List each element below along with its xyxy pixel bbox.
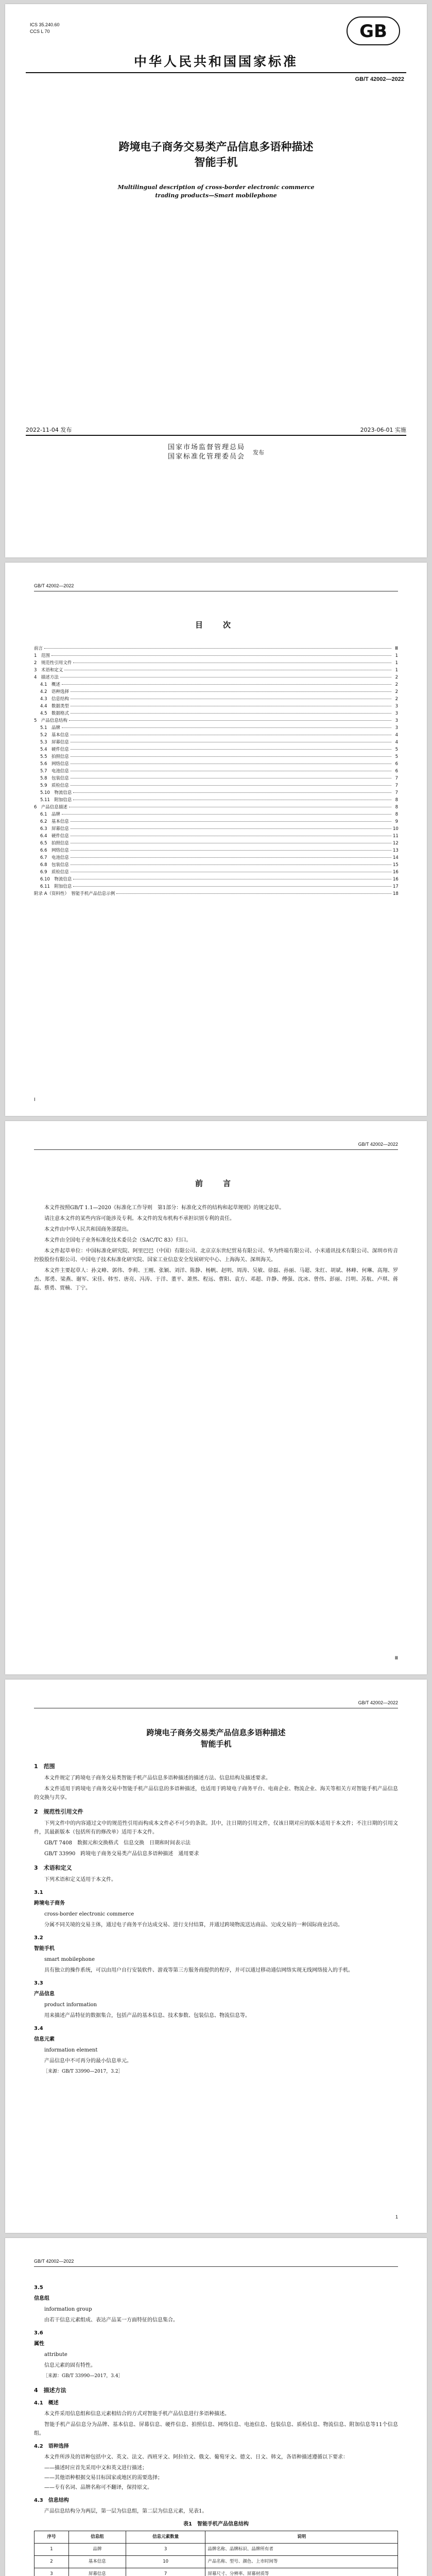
paragraph: 产品信息结构分为两层，第一层为信息组，第二层为信息元素，见表1。: [44, 2509, 208, 2514]
paragraph: 下列文件中的内容通过文中的规范性引用而构成本文件必不可少的条款。其中，注日期的引用文件，仅该日期对应的版本适用于本文件；不注日期的引用文件，其最新版本（包括所有的修改单）适用于本文件。: [34, 1821, 398, 1835]
paragraph: 本文件采用信息组和信息元素相结合的方式对智能手机产品信息进行多语种描述。: [44, 2411, 230, 2417]
toc-entry-page: 11: [393, 834, 399, 839]
toc-entry-page: 6: [395, 761, 398, 767]
section-2-heading: 2 规范性引用文件: [34, 1808, 83, 1815]
paragraph: 本文件适用于跨境电子商务交易中智能手机产品信息的多语种描述，也适用于跨境电子商务平台、电商企业、物流企业、海关等相关方对智能手机产品信息的交换与共享。: [34, 1786, 398, 1801]
term-zh: 跨境电子商务: [34, 1901, 65, 1906]
toc-entry-page: Ⅲ: [395, 646, 398, 651]
term-definition: 由若干信息元素组成、表达产品某一方面特征的信息集合。: [44, 2317, 178, 2323]
toc-entry: [34, 847, 398, 854]
toc-list: [34, 645, 398, 897]
toc-entry-text: 6.6 网络信息: [40, 848, 70, 853]
toc-entry-page: 1: [395, 668, 398, 673]
toc-entry-text: 5.3 屏幕信息: [40, 740, 70, 745]
page-folio: Ⅰ: [34, 1097, 36, 1102]
toc-entry: [34, 645, 398, 652]
table-header-cell: 说明: [205, 2531, 398, 2544]
toc-entry: [34, 796, 398, 804]
toc-entry-page: 2: [395, 675, 398, 680]
toc-entry: [34, 768, 398, 775]
section-1-text: [34, 1774, 398, 1802]
paragraph: 本文件起草单位：中国标准化研究院、阿里巴巴（中国）有限公司、北京京东世纪贸易有限公司、华为终端有限公司、小米通讯技术有限公司、深圳市传音控股股份有限公司、中国电子技术标准化研究院、国家工业信息安全发展研究中心、上海海关、深圳海关。: [34, 1248, 398, 1263]
english-title-line-2: trading products—Smart mobilephone: [155, 192, 277, 199]
toc-entry-page: 17: [393, 884, 399, 889]
toc-entry-page: 2: [395, 697, 398, 702]
toc-entry-page: 10: [393, 826, 399, 832]
table-cell: 屏幕信息: [69, 2568, 126, 2576]
term-zh: 智能手机: [34, 1946, 55, 1952]
paragraph: 本文件规定了跨境电子商务交易类智能手机产品信息多语种描述的描述方法、信息结构及描述要求。: [44, 1775, 271, 1781]
toc-entry-text: 1 范围: [34, 653, 50, 658]
table-cell: 品牌名称、品牌标识、品牌所有者: [205, 2544, 398, 2556]
term-name: [34, 1990, 398, 1998]
term-name: [34, 1899, 398, 1908]
table-cell: 2: [34, 2556, 69, 2568]
toc-leader-dots: [71, 713, 391, 714]
toc-entry-text: 4.4 数据类型: [40, 704, 70, 709]
toc-leader-dots: [71, 850, 391, 851]
toc-entry-page: 3: [395, 725, 398, 731]
toc-leader-dots: [44, 648, 391, 649]
term-name: [34, 1944, 398, 1953]
issuer-1: 国家市场监督管理总局: [167, 444, 245, 451]
toc-entry: [34, 703, 398, 710]
toc-entry: [34, 753, 398, 760]
toc-entry: [34, 775, 398, 782]
toc-entry-text: 5.5 拍照信息: [40, 754, 70, 759]
toc-entry-text: 6.8 包装信息: [40, 862, 70, 868]
table-1: [34, 2531, 398, 2576]
toc-entry: [34, 833, 398, 840]
toc-leader-dots: [62, 684, 391, 685]
paragraph: 本文件按照GB/T 1.1—2020《标准化工作导则 第1部分：标准化文件的结构和起草规则》的规定起草。: [44, 1205, 285, 1211]
toc-entry-text: 前言: [34, 646, 43, 651]
term-zh: 产品信息: [34, 1991, 55, 1997]
header-rule: [34, 1149, 398, 1150]
cover-page: [5, 4, 427, 557]
toc-entry-page: 1: [395, 653, 398, 658]
toc-entry: [34, 732, 398, 739]
section-3-intro: 下列术语和定义适用于本文件。: [44, 1877, 116, 1883]
toc-entry: [34, 667, 398, 674]
table-cell: 10: [126, 2556, 205, 2568]
section-4-2-text: [34, 2453, 398, 2462]
paragraph: 请注意本文件的某些内容可能涉及专利。本文件的发布机构不承担识别专利的责任。: [44, 1216, 235, 1222]
toc-page: [5, 563, 427, 1116]
toc-entry-page: 4: [395, 733, 398, 738]
issued-label: 发布: [253, 449, 265, 456]
toc-entry: [34, 869, 398, 876]
table-cell: 7: [126, 2568, 205, 2576]
toc-leader-dots: [116, 893, 391, 894]
toc-entry-page: 8: [395, 805, 398, 810]
toc-entry: [34, 876, 398, 883]
toc-entry: [34, 804, 398, 811]
toc-entry: [34, 818, 398, 825]
term-definition: 用来描述产品特征的数据集合，包括产品的基本信息、技术参数、包装信息、物流信息等。: [44, 2013, 250, 2019]
toc-entry-page: 7: [395, 776, 398, 781]
term-entry: [34, 2329, 398, 2370]
document-title: [36, 139, 396, 170]
toc-entry: [34, 760, 398, 768]
toc-entry: [34, 890, 398, 897]
toc-leader-dots: [71, 821, 391, 822]
toc-entry: [34, 652, 398, 659]
toc-leader-dots: [73, 886, 391, 887]
section-4-heading: 4 描述方法: [34, 2387, 66, 2394]
toc-leader-dots: [71, 857, 391, 858]
toc-entry-text: 6.9 质检信息: [40, 870, 70, 875]
toc-entry-text: 5.9 质检信息: [40, 783, 70, 788]
cover-top-rule: [26, 72, 406, 73]
paragraph: 本文件所涉及的语种包括中文、英文、法文、西班牙文、阿拉伯文、俄文、葡萄牙文、德文、日文、韩文，各语种描述遵循以下要求：: [44, 2454, 348, 2460]
term-en: information group: [44, 2307, 92, 2312]
term-number: 3.1: [34, 1890, 43, 1895]
running-header: GB/T 42002—2022: [358, 1142, 398, 1147]
term-number: 3.6: [34, 2330, 43, 2336]
body-title-line-1: 跨境电子商务交易类产品信息多语种描述: [146, 1728, 286, 1737]
term-en: smart mobilephone: [44, 1957, 95, 1962]
toc-entry-page: 13: [393, 848, 399, 853]
toc-entry-text: 3 术语和定义: [34, 668, 63, 673]
list-item: ——其他语种根据交易目标国家或地区的需要选择；: [44, 2475, 163, 2481]
publish-date: 2022-11-04 发布: [26, 427, 72, 433]
toc-entry-page: 16: [393, 877, 399, 882]
term-entry: [34, 2283, 398, 2325]
foreword-title: 前 言: [195, 1179, 237, 1188]
list-item: ——描述时应首先采用中文和英文进行描述；: [44, 2465, 147, 2471]
section-3-heading: 3 术语和定义: [34, 1865, 72, 1871]
table-header-cell: 序号: [34, 2531, 69, 2544]
english-title: [36, 183, 396, 200]
toc-entry: [34, 674, 398, 681]
terms-list: [34, 2283, 398, 2370]
paragraph: GB/T 7408 数据元和交换格式 信息交换 日期和时间表示法: [44, 1840, 191, 1846]
table-row: [34, 2556, 398, 2568]
toc-leader-dots: [73, 792, 391, 793]
toc-entry-text: 6.3 屏幕信息: [40, 826, 70, 832]
toc-entry-text: 6.11 附加信息: [40, 884, 72, 889]
toc-entry: [34, 710, 398, 717]
section-2-text: [34, 1819, 398, 1858]
term-entry: [34, 1888, 398, 1929]
term-name: [34, 2340, 398, 2348]
term-number: 3.2: [34, 1935, 43, 1941]
toc-entry: [34, 811, 398, 818]
toc-entry: [34, 724, 398, 732]
standard-code: GB/T 42002—2022: [355, 76, 404, 82]
toc-entry-text: 6.1 品牌: [40, 812, 61, 817]
toc-leader-dots: [71, 691, 391, 692]
toc-entry-text: 5.2 基本信息: [40, 733, 70, 738]
toc-entry-text: 5.7 电池信息: [40, 769, 70, 774]
toc-entry: [34, 883, 398, 890]
term-definition: 分属不同关境的交易主体，通过电子商务平台达成交易、进行支付结算，并通过跨境物流送达商品、完成交易的一种国际商业活动。: [44, 1922, 343, 1928]
toc-entry-text: 4.1 概述: [40, 682, 61, 687]
toc-entry: [34, 688, 398, 696]
section-4-2-heading: 4.2 语种选择: [34, 2444, 69, 2449]
toc-entry: [34, 746, 398, 753]
toc-entry-page: 8: [395, 798, 398, 803]
table-cell: 3: [126, 2544, 205, 2556]
cover-bottom-rule: [26, 435, 406, 436]
toc-entry-page: 16: [393, 870, 399, 875]
section-4-3-heading: 4.3 信息结构: [34, 2498, 69, 2503]
toc-entry: [34, 739, 398, 746]
toc-entry: [34, 854, 398, 861]
term-zh: 信息组: [34, 2296, 49, 2301]
source-note: ［来源：GB/T 33990—2017，3.2］: [43, 2069, 123, 2074]
toc-leader-dots: [51, 655, 391, 656]
toc-entry: [34, 840, 398, 847]
term-number: 3.4: [34, 2026, 43, 2031]
toc-title: 目 次: [195, 620, 237, 630]
table-cell: 1: [34, 2544, 69, 2556]
ccs-code: CCS L 70: [30, 29, 50, 34]
term-definition: 产品信息中不可再分的最小信息单元。: [44, 2058, 132, 2064]
toc-entry-text: 5 产品信息结构: [34, 718, 67, 723]
table-header-cell: 信息元素数量: [126, 2531, 205, 2544]
toc-entry-page: 8: [395, 812, 398, 817]
paragraph: 智能手机产品信息分为品牌、基本信息、屏幕信息、硬件信息、拍照信息、网络信息、电池信息、包装信息、质检信息、物流信息、附加信息等11个信息组。: [34, 2422, 398, 2436]
toc-entry: [34, 696, 398, 703]
toc-entry-page: 7: [395, 783, 398, 788]
toc-entry-page: 7: [395, 790, 398, 795]
toc-entry-page: 9: [395, 819, 398, 824]
table-header-row: [34, 2531, 398, 2544]
list-item: ——专有名词、品牌名称可不翻译，保持原文。: [44, 2485, 152, 2490]
toc-entry-text: 6.4 硬件信息: [40, 834, 70, 839]
table-row: [34, 2568, 398, 2576]
toc-entry-text: 5.11 附加信息: [40, 798, 72, 803]
toc-entry-text: 6.7 电池信息: [40, 855, 70, 860]
title-line-2: 智能手机: [194, 156, 238, 168]
toc-entry-text: 5.1 品牌: [40, 725, 61, 731]
toc-entry-page: 1: [395, 660, 398, 666]
table-1-caption: 表1 智能手机产品信息结构: [183, 2521, 249, 2527]
term-name: [34, 2294, 398, 2303]
section-4-3-text: [34, 2507, 398, 2516]
term-en: cross-border electronic commerce: [44, 1911, 134, 1917]
toc-entry-text: 4 描述方法: [34, 675, 59, 680]
gb-logo: [347, 16, 400, 45]
page-folio: Ⅲ: [394, 1655, 398, 1660]
body-page-2: [5, 2238, 427, 2576]
term-entry: [34, 1979, 398, 2020]
toc-entry-page: 12: [393, 841, 399, 846]
table-cell: 产品名称、型号、颜色、上市时间等: [205, 2556, 398, 2568]
term-en: attribute: [44, 2352, 67, 2358]
term-en: information element: [44, 2047, 98, 2053]
toc-leader-dots: [62, 727, 391, 728]
paragraph: GB/T 33990 跨境电子商务交易类产品信息多语种描述 通用要求: [44, 1851, 199, 1857]
running-header: GB/T 42002—2022: [358, 1700, 398, 1705]
toc-entry-page: 15: [393, 862, 399, 868]
toc-entry: [34, 782, 398, 789]
toc-leader-dots: [71, 828, 391, 829]
toc-entry-text: 6.10 物流信息: [40, 877, 72, 882]
foreword-body: [34, 1204, 398, 1295]
implement-date: 2023-06-01 实施: [360, 427, 406, 433]
running-header: GB/T 42002—2022: [34, 583, 74, 588]
toc-leader-dots: [71, 756, 391, 757]
toc-entry-text: 4.3 信息结构: [40, 697, 70, 702]
section-1-heading: 1 范围: [34, 1763, 55, 1770]
gb-logo-text: GB: [359, 21, 387, 42]
toc-entry-text: 5.4 硬件信息: [40, 747, 70, 752]
toc-entry: [34, 659, 398, 667]
section-4-1-text: [34, 2410, 398, 2438]
standard-type: 中华人民共和国国家标准: [133, 54, 298, 69]
toc-entry-page: 2: [395, 689, 398, 694]
toc-entry-text: 5.6 网络信息: [40, 761, 70, 767]
body-1-content: [34, 1757, 398, 2076]
toc-entry: [34, 825, 398, 833]
term-entry: [34, 2024, 398, 2065]
toc-entry-page: 4: [395, 740, 398, 745]
toc-entry-text: 6.2 基本信息: [40, 819, 70, 824]
body-page-1: [5, 1680, 427, 2233]
toc-entry-page: 6: [395, 769, 398, 774]
term-name: [34, 2035, 398, 2044]
term-zh: 属性: [34, 2341, 44, 2347]
section-4-2-list: [34, 2464, 398, 2492]
toc-entry-text: 5.8 包装信息: [40, 776, 70, 781]
table-cell: 品牌: [69, 2544, 126, 2556]
term-entry: [34, 1934, 398, 1975]
toc-entry-page: 5: [395, 754, 398, 759]
foreword-page: [5, 1121, 427, 1674]
toc-entry: [34, 717, 398, 724]
toc-entry-page: 3: [395, 711, 398, 716]
toc-entry: [34, 789, 398, 796]
table-row: [34, 2544, 398, 2556]
issuer-names: [168, 443, 245, 462]
toc-entry: [34, 861, 398, 869]
toc-entry-page: 3: [395, 718, 398, 723]
toc-entry-page: 5: [395, 747, 398, 752]
ics-code: ICS 35.240.60: [30, 22, 60, 27]
issuers-block: [5, 443, 427, 462]
toc-leader-dots: [69, 720, 391, 721]
terms-list: [34, 1888, 398, 2065]
toc-entry-page: 3: [395, 704, 398, 709]
toc-leader-dots: [62, 814, 391, 815]
toc-entry-text: 附录 A（资料性） 智能手机产品信息示例: [34, 891, 115, 896]
term-definition: 具有独立的操作系统，可以由用户自行安装软件、游戏等第三方服务商提供的程序，并可以通过移动通信网络实现无线网络接入的手机。: [44, 1968, 353, 1973]
paragraph: 本文件由全国电子业务标准化技术委员会（SAC/TC 83）归口。: [44, 1238, 192, 1243]
table-cell: 屏幕尺寸、分辨率、屏幕材质等: [205, 2568, 398, 2576]
page-folio: 1: [395, 2214, 398, 2219]
toc-entry-text: 4.2 语种选择: [40, 689, 70, 694]
paragraph: 本文件由中华人民共和国商务部提出。: [44, 1227, 132, 1232]
classification-codes: [30, 22, 60, 35]
section-4-1-heading: 4.1 概述: [34, 2400, 59, 2406]
toc-entry-text: 2 规范性引用文件: [34, 660, 72, 666]
toc-entry-page: 2: [395, 682, 398, 687]
body-2-content: [34, 2279, 398, 2576]
running-header: GB/T 42002—2022: [34, 2259, 74, 2264]
title-line-1: 跨境电子商务交易类产品信息多语种描述: [118, 141, 314, 153]
issuer-2: 国家标准化管理委员会: [167, 453, 245, 461]
term-en: product information: [44, 2002, 97, 2008]
term-number: 3.3: [34, 1980, 43, 1986]
toc-leader-dots: [71, 785, 391, 786]
english-title-line-1: Multilingual description of cross-border electronic commerce: [117, 184, 315, 191]
toc-entry-text: 4.5 数据格式: [40, 711, 70, 716]
toc-entry: [34, 681, 398, 688]
table-header-cell: 信息组: [69, 2531, 126, 2544]
term-definition: 信息元素的固有特性。: [44, 2363, 96, 2368]
toc-entry-page: 18: [393, 891, 399, 896]
toc-entry-page: 14: [393, 855, 399, 860]
term-number: 3.5: [34, 2285, 43, 2291]
table-cell: 基本信息: [69, 2556, 126, 2568]
body-title-line-2: 智能手机: [200, 1739, 232, 1749]
body-title: [36, 1727, 396, 1750]
toc-entry-text: 6 产品信息描述: [34, 805, 67, 810]
toc-entry-text: 5.10 物流信息: [40, 790, 72, 795]
table-cell: 3: [34, 2568, 69, 2576]
term-zh: 信息元素: [34, 2037, 55, 2042]
header-rule: [34, 2266, 398, 2267]
source-note: ［来源：GB/T 33990—2017，3.4］: [43, 2374, 123, 2379]
toc-leader-dots: [71, 749, 391, 750]
paragraph: 本文件主要起草人：孙文峰、郭伟、李莉、王刚、张颖、刘洋、陈静、杨帆、赵明、周涛、吴敏、徐磊、孙丽、马超、朱红、胡斌、林峰、何琳、高翔、罗杰、郑勇、梁燕、谢军、宋佳、韩雪、唐亮、冯涛、于洋、董平、萧然、程远、曹阳、袁方、邓超、许静、傅强、沈冰、曾伟、彭丽、吕明、苏航、卢琪、蒋磊、蔡勇、贾楠、丁宁。: [34, 1268, 398, 1291]
toc-entry-text: 6.5 拍照信息: [40, 841, 70, 846]
